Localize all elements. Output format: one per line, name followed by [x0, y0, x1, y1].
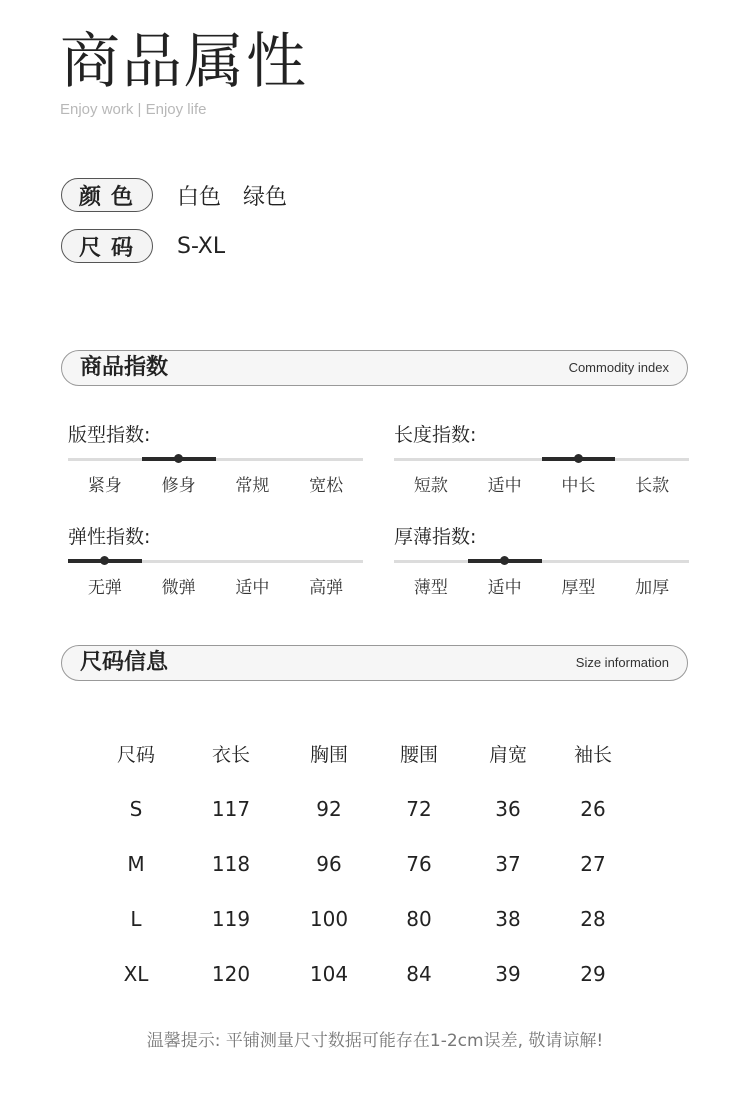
index-option: 无弹	[87, 578, 122, 598]
size-info-header	[61, 645, 688, 681]
index-marker	[100, 556, 109, 565]
table-cell: 36	[495, 796, 521, 821]
table-cell: 80	[406, 906, 432, 931]
table-cell: 104	[309, 961, 349, 986]
attribute-value-size-range: S-XL	[177, 233, 226, 259]
index-option: 适中	[487, 476, 522, 496]
index-track	[394, 560, 689, 563]
table-row	[90, 946, 630, 1001]
index-track	[394, 458, 689, 461]
index-marker	[174, 454, 183, 463]
index-option: 长款	[635, 476, 670, 496]
table-cell: M	[127, 851, 145, 876]
page-title: 商品属性	[60, 27, 308, 97]
index-option: 短款	[413, 476, 448, 496]
column-header: 胸围	[309, 744, 348, 766]
table-cell: 28	[580, 906, 606, 931]
index-option: 厚型	[561, 578, 596, 598]
index-marker	[500, 556, 509, 565]
table-cell: 37	[495, 851, 521, 876]
section-title: 尺码信息	[80, 650, 169, 675]
index-group-fit	[68, 422, 363, 496]
table-header-row	[90, 726, 630, 781]
attribute-value-green: 绿色	[243, 184, 288, 210]
table-cell: 39	[495, 961, 521, 986]
index-option: 紧身	[87, 476, 122, 496]
table-cell: 100	[309, 906, 349, 931]
table-cell: 72	[406, 796, 432, 821]
table-cell: 120	[211, 961, 251, 986]
table-cell: 26	[580, 796, 606, 821]
index-label: 长度指数:	[394, 424, 477, 446]
table-cell: 118	[211, 851, 251, 876]
table-cell: XL	[123, 961, 149, 986]
index-label: 厚薄指数:	[394, 526, 477, 548]
index-option: 宽松	[309, 476, 344, 496]
measurement-note: 温馨提示: 平铺测量尺寸数据可能存在1-2cm误差, 敬请谅解!	[146, 1031, 604, 1051]
section-title: 商品指数	[80, 355, 169, 380]
attribute-label-color: 颜色	[61, 178, 153, 212]
index-label: 版型指数:	[68, 424, 151, 446]
table-cell: L	[130, 906, 142, 931]
table-row	[90, 891, 630, 946]
attribute-label-size: 尺码	[61, 229, 153, 263]
table-row	[90, 836, 630, 891]
table-cell: 27	[580, 851, 606, 876]
index-option: 适中	[487, 578, 522, 598]
page-subtitle: Enjoy work | Enjoy life	[60, 101, 207, 118]
table-cell: 38	[495, 906, 521, 931]
index-option: 中长	[561, 476, 596, 496]
attribute-row-size	[61, 228, 225, 264]
table-cell: 92	[316, 796, 342, 821]
index-group-elasticity	[68, 524, 363, 598]
table-cell: 76	[406, 851, 432, 876]
table-cell: 84	[406, 961, 432, 986]
index-option: 微弹	[161, 578, 196, 598]
index-group-length	[394, 422, 689, 496]
index-track	[68, 560, 363, 563]
column-header: 腰围	[399, 744, 438, 766]
index-option: 加厚	[635, 578, 670, 598]
index-marker	[574, 454, 583, 463]
index-group-thickness	[394, 524, 689, 598]
section-title-en: Commodity index	[568, 360, 669, 375]
section-title-en: Size information	[575, 655, 669, 670]
index-option: 高弹	[309, 578, 344, 598]
commodity-index-header	[61, 350, 688, 386]
table-cell: 96	[316, 851, 342, 876]
column-header: 衣长	[211, 744, 250, 766]
table-row	[90, 781, 630, 836]
column-header: 肩宽	[488, 744, 527, 766]
table-cell: 119	[211, 906, 251, 931]
index-option: 常规	[235, 476, 270, 496]
index-option: 修身	[161, 476, 196, 496]
column-header: 尺码	[116, 744, 155, 766]
attribute-value-white: 白色	[177, 184, 222, 210]
table-cell: 29	[580, 961, 606, 986]
index-label: 弹性指数:	[68, 526, 151, 548]
index-option: 薄型	[413, 578, 448, 598]
size-table	[90, 726, 630, 1001]
index-track	[68, 458, 363, 461]
index-option: 适中	[235, 578, 270, 598]
attribute-row-color	[61, 177, 287, 213]
table-cell: 117	[211, 796, 251, 821]
column-header: 袖长	[573, 744, 612, 766]
table-cell: S	[129, 796, 143, 821]
